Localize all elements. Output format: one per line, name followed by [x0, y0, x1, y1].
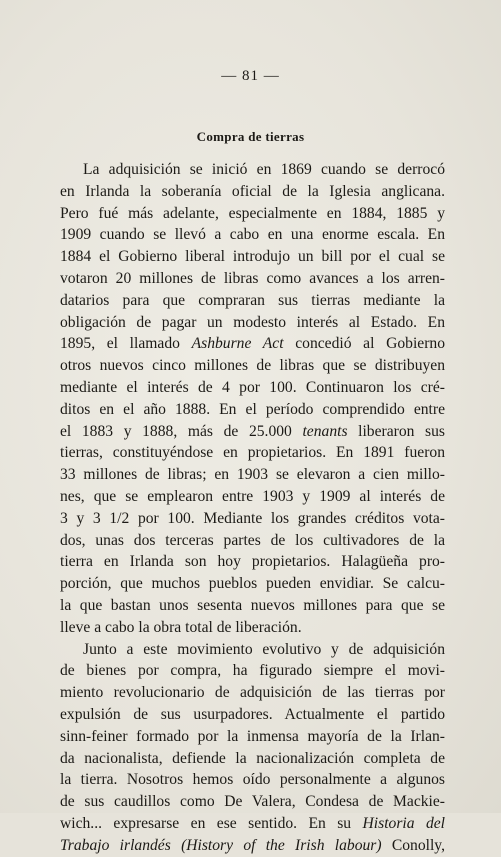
text-segment: Conolly, [381, 836, 445, 854]
text-line: sinn-feiner formado por la inmensa mayoría de la Irlan- [60, 727, 445, 745]
text-line: nes, que se emplearon entre 1903 y 1909 al interés de [60, 487, 445, 505]
text-line: tierra en Irlanda son hoy propietarios. Halagüeña pro- [60, 553, 445, 571]
italic-text: Trabajo irlandés (History of the Irish labour) [60, 836, 382, 854]
text-line: Pero fué más adelante, especialmente en 1884, 1885 y [60, 204, 445, 222]
text-line: mediante el interés de 4 por 100. Continuaron los cré- [60, 378, 445, 396]
text-line: la tierra. Nosotros hemos oído personalmente a algunos [60, 771, 445, 789]
text-segment: liberaron sus [347, 422, 445, 440]
italic-text: Ashburne Act [191, 335, 284, 353]
italic-text: tenants [302, 422, 348, 440]
italic-text: Historia del [362, 814, 445, 832]
text-line: da nacionalista, defiende la nacionalización completa de [60, 749, 445, 767]
text-line: lleve a cabo la obra total de liberación. [60, 618, 302, 636]
text-line: otros nuevos cinco millones de libras que se distribuyen [60, 357, 445, 375]
text-line [60, 835, 445, 857]
page-number: — 81 — [221, 68, 280, 84]
text-line: tierras, constituyéndose en propietarios. En 1891 fueron [60, 444, 445, 462]
text-line: expulsión de sus usurpadores. Actualmente el partido [60, 705, 445, 723]
text-line: obligación de pagar un modesto interés al Estado. En [60, 313, 445, 331]
text-line: en Irlanda la soberanía oficial de la Iglesia anglicana. [60, 182, 445, 200]
text-line [60, 421, 445, 443]
text-line: La adquisición se inició en 1869 cuando se derrocó [83, 161, 445, 178]
body-text [60, 159, 445, 857]
text-line: datarios para que compraran sus tierras mediante la [60, 291, 445, 309]
text-segment: concedió al Gobierno [283, 335, 445, 353]
text-line: ditos en el año 1888. En el período comprendido entre [60, 400, 445, 418]
text-line [60, 813, 445, 835]
section-title: Compra de tierras [196, 129, 305, 144]
text-line: la que bastan unos sesenta nuevos millones para que se [60, 596, 445, 614]
text-line: dos, unas dos terceras partes de los cultivadores de la [60, 531, 445, 549]
text-segment: el 1883 y 1888, más de 25.000 [60, 422, 303, 440]
text-segment: 1895, el llamado [60, 335, 192, 353]
text-line: votaron 20 millones de libras como avances a los arren- [60, 269, 445, 287]
text-line: de sus caudillos como De Valera, Condesa de Mackie- [60, 793, 445, 811]
text-line: 1909 cuando se llevó a cabo en una enorme escala. En [60, 226, 445, 244]
text-line: miento revolucionario de adquisición de las tierras por [60, 684, 445, 702]
text-line [60, 333, 445, 355]
text-line: Junto a este movimiento evolutivo y de adquisición [83, 640, 445, 658]
text-line: 33 millones de libras; en 1903 se elevaron a cien millo- [60, 466, 445, 484]
text-line: de bienes por compra, ha figurado siempre el movi- [60, 662, 445, 680]
text-line: porción, que muchos pueblos pueden envidiar. Se calcu- [60, 575, 445, 593]
text-line: 3 y 3 1/2 por 100. Mediante los grandes créditos vota- [60, 509, 445, 527]
text-line: 1884 el Gobierno liberal introdujo un bill por el cual se [60, 248, 445, 266]
text-segment: wich... expresarse en ese sentido. En su [60, 814, 363, 832]
